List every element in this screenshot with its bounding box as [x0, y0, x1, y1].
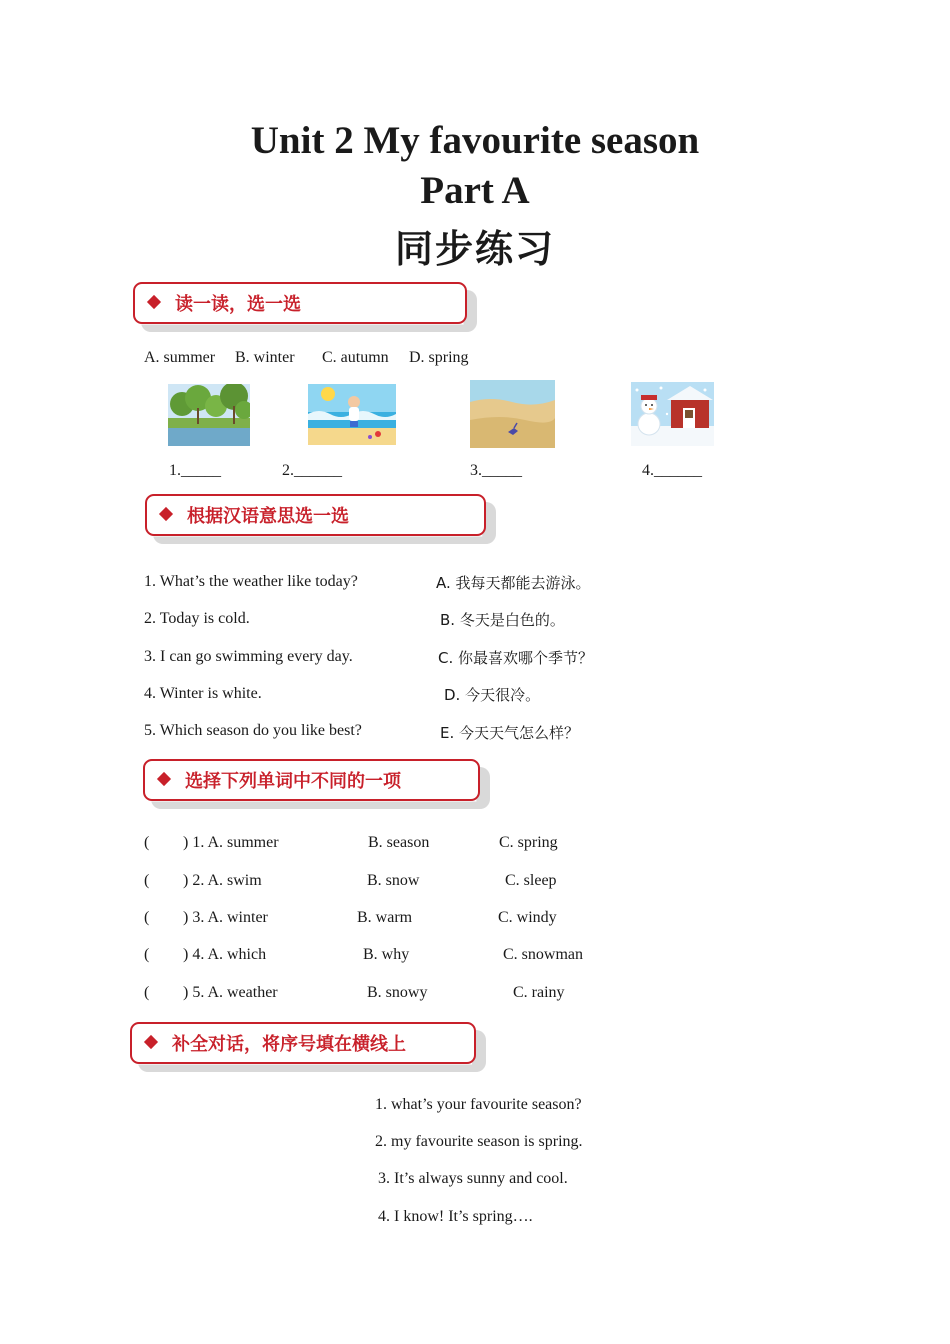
blank-4[interactable]: 4.______ [642, 462, 702, 479]
odd-option-b: B. snowy [367, 984, 428, 1001]
answer-bracket[interactable]: ( [144, 834, 150, 851]
section1-banner [133, 282, 467, 324]
dialogue-line: 2. my favourite season is spring. [375, 1133, 583, 1150]
match-question: 4. Winter is white. [144, 685, 262, 702]
match-answer: D. 今天很冷。 [444, 686, 541, 704]
section3-heading: 选择下列单词中不同的一项 [185, 771, 401, 792]
match-question: 5. Which season do you like best? [144, 722, 362, 739]
option-d: D. spring [409, 349, 469, 366]
match-question: 3. I can go swimming every day. [144, 648, 353, 665]
odd-option-c: C. windy [498, 909, 557, 926]
option-b: B. winter [235, 349, 295, 366]
option-c: C. autumn [322, 349, 389, 366]
odd-question: ) 4. A. which [183, 946, 267, 963]
match-answer: B. 冬天是白色的。 [440, 611, 565, 629]
odd-question: ) 5. A. weather [183, 984, 278, 1001]
page-subtitle-chinese: 同步练习 [394, 227, 555, 271]
dialogue-line: 3. It’s always sunny and cool. [378, 1170, 568, 1187]
answer-bracket[interactable]: ( [144, 872, 150, 889]
odd-question: ) 3. A. winter [183, 909, 268, 926]
odd-question: ) 2. A. swim [183, 872, 262, 889]
section2-heading: 根据汉语意思选一选 [187, 506, 349, 527]
blank-3[interactable]: 3._____ [470, 462, 522, 479]
odd-option-c: C. snowman [503, 946, 583, 963]
blank-2[interactable]: 2.______ [282, 462, 342, 479]
section3-banner [143, 759, 480, 801]
odd-option-c: C. sleep [505, 872, 557, 889]
match-answer: A. 我每天都能去游泳。 [436, 574, 591, 592]
odd-option-b: B. warm [357, 909, 413, 926]
odd-question: ) 1. A. summer [183, 834, 279, 851]
odd-option-c: C. rainy [513, 984, 565, 1001]
match-answer: C. 你最喜欢哪个季节？ [438, 649, 594, 667]
option-a: A. summer [144, 349, 216, 366]
odd-option-b: B. snow [367, 872, 420, 889]
section1-heading: 读一读，选一选 [175, 294, 301, 315]
answer-bracket[interactable]: ( [144, 909, 150, 926]
match-question: 1. What’s the weather like today? [144, 573, 358, 590]
dialogue-line: 1. what’s your favourite season? [375, 1096, 582, 1113]
summer-picture [308, 384, 396, 445]
answer-bracket[interactable]: ( [144, 946, 150, 963]
odd-option-c: C. spring [499, 834, 558, 851]
match-question: 2. Today is cold. [144, 610, 250, 627]
spring-picture [168, 384, 250, 446]
autumn-picture [470, 380, 555, 448]
blank-1[interactable]: 1._____ [169, 462, 221, 479]
winter-picture [631, 382, 714, 446]
odd-option-b: B. why [363, 946, 410, 963]
section4-banner [130, 1022, 476, 1064]
answer-bracket[interactable]: ( [144, 984, 150, 1001]
page-subtitle: Part A [420, 169, 530, 212]
section4-heading: 补全对话，将序号填在横线上 [172, 1034, 406, 1055]
page-title: Unit 2 My favourite season [250, 119, 700, 162]
dialogue-line: 4. I know! It’s spring…. [378, 1208, 533, 1225]
match-answer: E. 今天天气怎么样？ [440, 724, 580, 742]
odd-option-b: B. season [368, 834, 430, 851]
section2-banner [145, 494, 486, 536]
